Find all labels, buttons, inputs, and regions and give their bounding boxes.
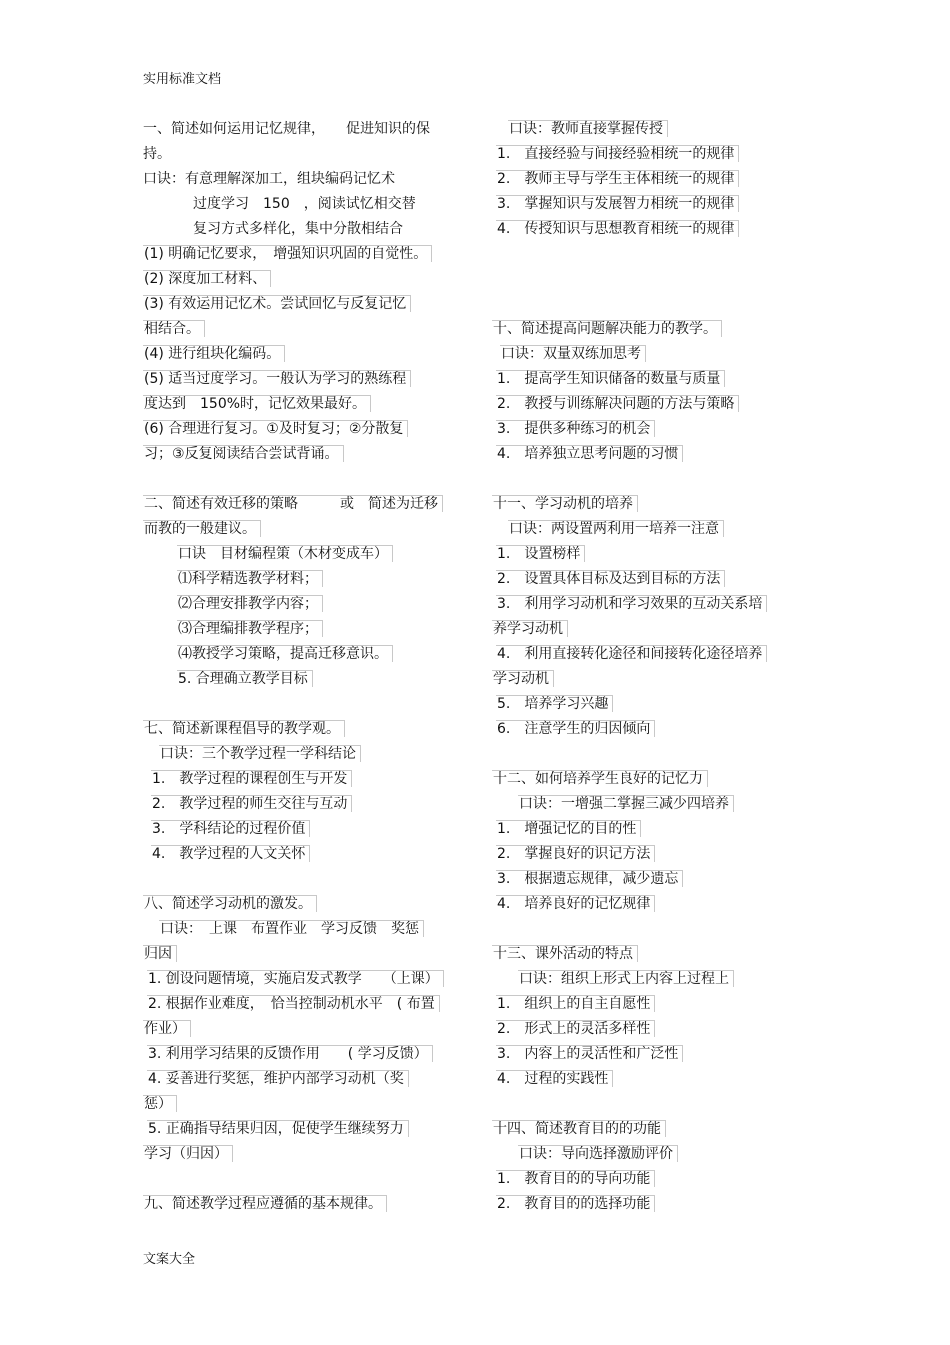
text-line: [143, 517, 461, 542]
line-text: 度达到 150%时，记忆效果最好。: [143, 395, 371, 412]
text-line: [492, 592, 772, 617]
text-line: [492, 342, 772, 367]
line-text: 七、简述新课程倡导的教学观。: [143, 720, 345, 737]
text-line: [143, 1017, 461, 1042]
line-text: 口诀：组织上形式上内容上过程上: [518, 970, 734, 987]
text-line: [492, 967, 772, 992]
text-line: [143, 1192, 461, 1217]
text-line: [492, 217, 772, 242]
line-text: 持。: [143, 146, 171, 162]
line-text: 1. 创设问题情境，实施启发式教学 （上课）: [147, 970, 444, 987]
line-text: 2. 形式上的灵活多样性: [496, 1020, 655, 1037]
line-text: 二、简述有效迁移的策略 或 简述为迁移: [143, 495, 443, 512]
line-text: (4) 进行组块化编码。: [143, 345, 285, 362]
line-text: 2. 教育目的的选择功能: [496, 1195, 655, 1212]
text-line: [492, 492, 772, 517]
line-text: 3. 利用学习结果的反馈作用 ( 学习反馈）: [147, 1045, 433, 1062]
line-text: 3. 掌握知识与发展智力相统一的规律: [496, 195, 739, 212]
text-line: [492, 1192, 772, 1217]
text-line: [143, 317, 461, 342]
line-text: 口诀：一增强二掌握三减少四培养: [518, 795, 734, 812]
text-line: [143, 367, 461, 392]
text-line: [492, 117, 772, 142]
line-text: (5) 适当过度学习。一般认为学习的熟练程: [143, 370, 411, 387]
line-text: 归因: [143, 945, 177, 962]
text-line: [492, 1017, 772, 1042]
line-text: 而教的一般建议。: [143, 520, 261, 537]
line-text: 4. 过程的实践性: [496, 1070, 613, 1087]
page-footer: 文案大全: [143, 1252, 196, 1267]
line-text: 复习方式多样化，集中分散相结合: [193, 221, 403, 237]
text-line: [143, 567, 461, 592]
text-line: [143, 967, 461, 992]
text-line: [492, 542, 772, 567]
text-line: [143, 492, 461, 517]
text-line: [492, 442, 772, 467]
page-header: 实用标准文档: [143, 72, 222, 87]
text-line: [143, 342, 461, 367]
line-text: 学习动机: [492, 670, 554, 687]
text-line: [143, 992, 461, 1017]
line-text: 4. 利用直接转化途径和间接转化途径培养: [496, 645, 767, 662]
line-text: 3. 提供多种练习的机会: [496, 420, 655, 437]
line-text: 4. 培养良好的记忆规律: [496, 895, 655, 912]
text-line: [492, 992, 772, 1017]
line-text: (2) 深度加工材料、: [143, 270, 271, 287]
text-line: [492, 392, 772, 417]
line-text: (6) 合理进行复习。①及时复习；②分散复: [143, 420, 408, 437]
text-line: [143, 717, 461, 742]
text-line: [492, 867, 772, 892]
text-line: [492, 517, 772, 542]
text-line: [143, 917, 461, 942]
text-line: [143, 417, 461, 442]
line-text: 习；③反复阅读结合尝试背诵。: [143, 445, 344, 462]
text-line: [143, 1117, 461, 1142]
blank-line: [492, 917, 772, 942]
text-line: [143, 542, 461, 567]
text-line: [143, 1092, 461, 1117]
line-text: 口诀：双量双练加思考: [500, 345, 646, 362]
line-text: ⑵合理安排教学内容；: [177, 595, 323, 612]
line-text: 4. 培养独立思考问题的习惯: [496, 445, 683, 462]
text-line: [492, 892, 772, 917]
line-text: 5. 培养学习兴趣: [496, 695, 613, 712]
blank-line: [492, 242, 772, 267]
text-line: [492, 1142, 772, 1167]
line-text: 2. 教师主导与学生主体相统一的规律: [496, 170, 739, 187]
text-line: [143, 767, 461, 792]
blank-line: [492, 467, 772, 492]
line-text: 5. 正确指导结果归因，促使学生继续努力: [147, 1120, 409, 1137]
text-line: [143, 167, 461, 192]
line-text: 3. 利用学习动机和学习效果的互动关系培: [496, 595, 767, 612]
text-line: [143, 217, 461, 242]
text-line: [492, 367, 772, 392]
text-line: [143, 292, 461, 317]
line-text: 八、简述学习动机的激发。: [143, 895, 317, 912]
blank-line: [143, 1167, 461, 1192]
line-text: 1. 增强记忆的目的性: [496, 820, 641, 837]
line-text: ⑴科学精选教学材料；: [177, 570, 323, 587]
line-text: 4. 妥善进行奖惩，维护内部学习动机（奖: [147, 1070, 409, 1087]
text-line: [492, 417, 772, 442]
line-text: 学习（归因）: [143, 1145, 233, 1162]
text-line: [492, 692, 772, 717]
line-text: 十二、如何培养学生良好的记忆力: [492, 770, 708, 787]
text-line: [492, 667, 772, 692]
text-line: [492, 717, 772, 742]
line-text: 十四、简述教育目的的功能: [492, 1120, 666, 1137]
text-line: [143, 192, 461, 217]
text-line: [492, 317, 772, 342]
line-text: 3. 学科结论的过程价值: [151, 820, 310, 837]
text-line: [143, 242, 461, 267]
text-line: [492, 942, 772, 967]
text-line: [143, 667, 461, 692]
blank-line: [143, 467, 461, 492]
line-text: ⑶合理编排教学程序；: [177, 620, 323, 637]
line-text: 作业）: [143, 1020, 191, 1037]
line-text: 1. 设置榜样: [496, 545, 585, 562]
text-line: [143, 942, 461, 967]
blank-line: [492, 1092, 772, 1117]
line-text: 1. 提高学生知识储备的数量与质量: [496, 370, 725, 387]
line-text: 口诀：导向选择激励评价: [518, 1145, 678, 1162]
right-column: [492, 117, 772, 1217]
line-text: 九、简述教学过程应遵循的基本规律。: [143, 1195, 387, 1212]
text-line: [143, 892, 461, 917]
line-text: 5. 合理确立教学目标: [177, 670, 313, 687]
line-text: 口诀：两设置两利用一培养一注意: [508, 520, 724, 537]
blank-line: [492, 267, 772, 292]
line-text: (3) 有效运用记忆术。尝试回忆与反复记忆: [143, 295, 411, 312]
text-line: [492, 1167, 772, 1192]
text-line: [143, 1142, 461, 1167]
line-text: 相结合。: [143, 320, 205, 337]
text-line: [143, 842, 461, 867]
text-line: [492, 792, 772, 817]
text-line: [143, 817, 461, 842]
blank-line: [143, 867, 461, 892]
line-text: 2. 教授与训练解决问题的方法与策略: [496, 395, 739, 412]
text-line: [143, 117, 461, 142]
text-line: [492, 817, 772, 842]
text-line: [143, 267, 461, 292]
line-text: 1. 直接经验与间接经验相统一的规律: [496, 145, 739, 162]
text-line: [143, 1042, 461, 1067]
blank-line: [143, 692, 461, 717]
text-line: [492, 767, 772, 792]
text-line: [143, 792, 461, 817]
line-text: ⑷教授学习策略，提高迁移意识。: [177, 645, 393, 662]
line-text: 4. 教学过程的人文关怀: [151, 845, 310, 862]
text-line: [492, 617, 772, 642]
text-line: [143, 592, 461, 617]
line-text: 口诀： 上课 布置作业 学习反馈 奖惩: [159, 920, 424, 937]
text-line: [492, 842, 772, 867]
text-line: [143, 642, 461, 667]
line-text: 3. 根据遗忘规律，减少遗忘: [496, 870, 683, 887]
text-line: [492, 192, 772, 217]
text-line: [143, 617, 461, 642]
text-line: [143, 392, 461, 417]
line-text: 口诀：有意理解深加工，组块编码记忆术: [143, 171, 395, 187]
blank-line: [492, 742, 772, 767]
line-text: 4. 传授知识与思想教育相统一的规律: [496, 220, 739, 237]
line-text: 十、简述提高问题解决能力的教学。: [492, 320, 722, 337]
left-column: [143, 117, 461, 1217]
line-text: 1. 组织上的自主自愿性: [496, 995, 655, 1012]
line-text: 2. 设置具体目标及达到目标的方法: [496, 570, 725, 587]
line-text: (1) 明确记忆要求， 增强知识巩固的自觉性。: [143, 245, 432, 262]
line-text: 3. 内容上的灵活性和广泛性: [496, 1045, 683, 1062]
line-text: 6. 注意学生的归因倾向: [496, 720, 655, 737]
line-text: 一、简述如何运用记忆规律， 促进知识的保: [143, 121, 430, 137]
text-line: [143, 742, 461, 767]
line-text: 口诀：教师直接掌握传授: [508, 120, 668, 137]
text-line: [492, 1067, 772, 1092]
text-line: [492, 167, 772, 192]
line-text: 2. 掌握良好的识记方法: [496, 845, 655, 862]
text-line: [492, 1042, 772, 1067]
text-line: [492, 142, 772, 167]
line-text: 2. 教学过程的师生交往与互动: [151, 795, 352, 812]
line-text: 1. 教学过程的课程创生与开发: [151, 770, 352, 787]
line-text: 过度学习 150 ，阅读试忆相交替: [193, 196, 416, 212]
line-text: 惩）: [143, 1095, 177, 1112]
text-line: [492, 567, 772, 592]
line-text: 口诀 目材编程策（木材变成车）: [177, 545, 393, 562]
line-text: 口诀：三个教学过程一学科结论: [159, 745, 361, 762]
line-text: 养学习动机: [492, 620, 568, 637]
text-line: [143, 442, 461, 467]
text-line: [492, 1117, 772, 1142]
line-text: 十一、学习动机的培养: [492, 495, 638, 512]
text-line: [143, 142, 461, 167]
text-line: [492, 642, 772, 667]
line-text: 2. 根据作业难度， 恰当控制动机水平 ( 布置: [147, 995, 440, 1012]
line-text: 十三、课外活动的特点: [492, 945, 638, 962]
blank-line: [492, 292, 772, 317]
line-text: 1. 教育目的的导向功能: [496, 1170, 655, 1187]
text-line: [143, 1067, 461, 1092]
